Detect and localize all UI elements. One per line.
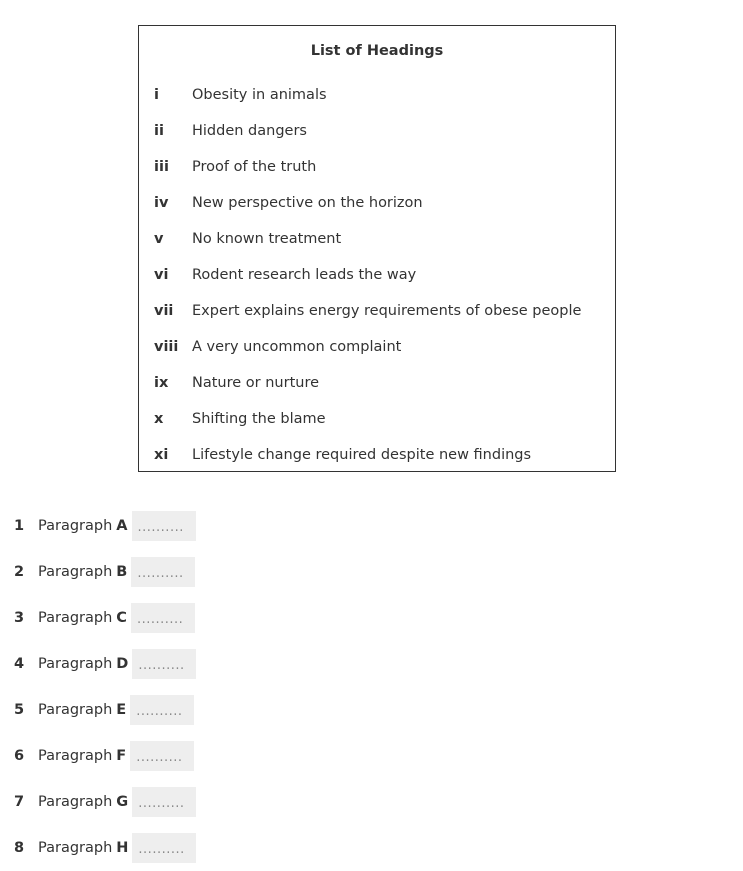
heading-text: New perspective on the horizon <box>192 195 423 211</box>
heading-text: Hidden dangers <box>192 123 307 139</box>
heading-item <box>139 329 581 365</box>
answer-drop-slot[interactable]: .......... <box>132 833 196 863</box>
heading-text: Rodent research leads the way <box>192 267 417 283</box>
heading-numeral: iv <box>154 195 169 211</box>
heading-numeral: ix <box>154 375 169 391</box>
heading-numeral: ii <box>154 123 164 139</box>
heading-item <box>139 113 581 149</box>
heading-item <box>139 77 581 113</box>
headings-box <box>138 25 616 472</box>
question-row <box>0 779 196 825</box>
question-number: 4 <box>14 656 25 672</box>
answer-drop-slot[interactable]: .......... <box>131 557 195 587</box>
answer-drop-slot[interactable]: .......... <box>131 603 195 633</box>
heading-numeral: xi <box>154 447 169 463</box>
paragraph-letter: H <box>116 840 129 856</box>
question-number: 8 <box>14 840 25 856</box>
heading-numeral: v <box>154 231 164 247</box>
heading-text: Lifestyle change required despite new findings <box>192 447 532 463</box>
heading-item <box>139 185 581 221</box>
heading-numeral: iii <box>154 159 169 175</box>
question-number: 7 <box>14 794 25 810</box>
paragraph-letter: G <box>116 794 129 810</box>
question-number: 2 <box>14 564 25 580</box>
question-label: Paragraph <box>38 794 113 810</box>
question-label: Paragraph <box>38 518 113 534</box>
heading-item <box>139 365 581 401</box>
heading-list <box>139 77 581 473</box>
heading-text: No known treatment <box>192 231 342 247</box>
answer-drop-slot[interactable]: .......... <box>130 695 194 725</box>
heading-item <box>139 401 581 437</box>
answer-drop-slot[interactable]: .......... <box>132 787 196 817</box>
heading-text: Obesity in animals <box>192 87 327 103</box>
heading-item <box>139 293 581 329</box>
question-row <box>0 825 196 871</box>
heading-item <box>139 149 581 185</box>
question-row <box>0 595 196 641</box>
heading-item <box>139 257 581 293</box>
heading-text: Shifting the blame <box>192 411 326 427</box>
heading-numeral: x <box>154 411 164 427</box>
question-label: Paragraph <box>38 656 113 672</box>
heading-text: Expert explains energy requirements of obese people <box>192 303 582 319</box>
question-list <box>0 503 196 871</box>
question-number: 6 <box>14 748 25 764</box>
heading-item <box>139 437 581 473</box>
heading-text: Nature or nurture <box>192 375 320 391</box>
paragraph-letter: F <box>116 748 127 764</box>
paragraph-letter: B <box>116 564 128 580</box>
headings-title: List of Headings <box>310 43 444 59</box>
question-number: 1 <box>14 518 25 534</box>
heading-numeral: vi <box>154 267 169 283</box>
question-label: Paragraph <box>38 564 113 580</box>
question-row <box>0 733 196 779</box>
question-number: 5 <box>14 702 25 718</box>
question-number: 3 <box>14 610 25 626</box>
paragraph-letter: C <box>116 610 127 626</box>
heading-item <box>139 221 581 257</box>
question-row <box>0 641 196 687</box>
question-row <box>0 687 196 733</box>
question-row <box>0 549 196 595</box>
heading-numeral: viii <box>154 339 179 355</box>
heading-numeral: vii <box>154 303 174 319</box>
paragraph-letter: E <box>116 702 127 718</box>
question-row <box>0 503 196 549</box>
paragraph-letter: A <box>116 518 128 534</box>
answer-drop-slot[interactable]: .......... <box>130 741 194 771</box>
answer-drop-slot[interactable]: .......... <box>132 511 196 541</box>
question-label: Paragraph <box>38 748 113 764</box>
heading-text: A very uncommon complaint <box>192 339 402 355</box>
question-label: Paragraph <box>38 702 113 718</box>
question-label: Paragraph <box>38 610 113 626</box>
paragraph-letter: D <box>116 656 129 672</box>
heading-text: Proof of the truth <box>192 159 317 175</box>
answer-drop-slot[interactable]: .......... <box>132 649 196 679</box>
heading-numeral: i <box>154 87 159 103</box>
question-label: Paragraph <box>38 840 113 856</box>
